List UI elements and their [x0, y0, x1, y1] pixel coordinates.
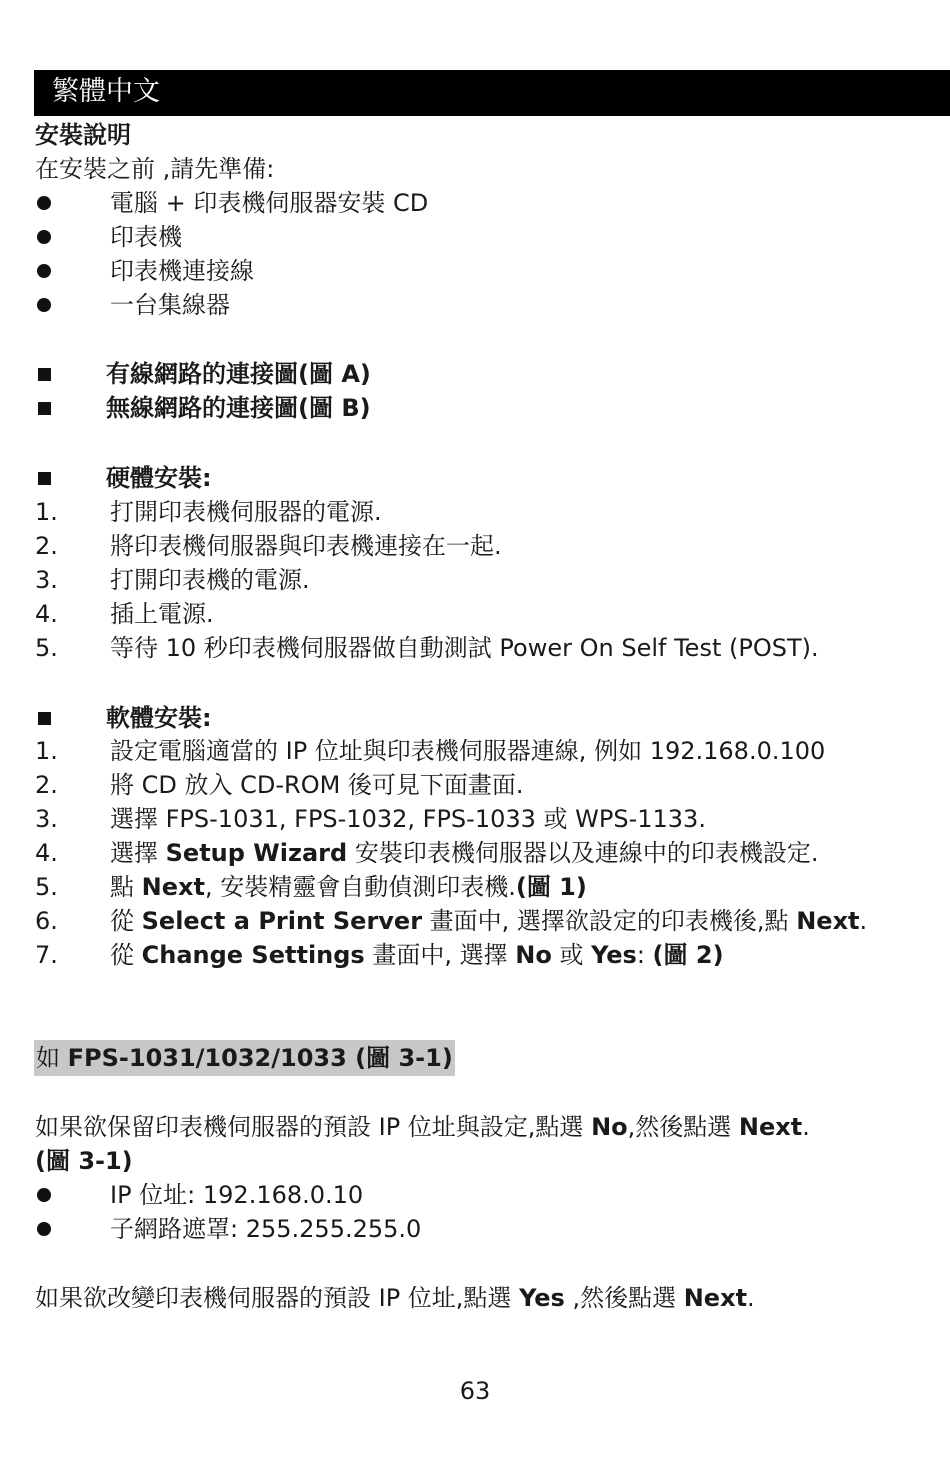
step-text: 將 CD 放入 CD-ROM 後可見下面畫面. — [110, 771, 524, 799]
step-text: 等待 10 秒印表機伺服器做自動測試 Power On Self Test (POST). — [110, 634, 819, 662]
step-number: 6. — [35, 907, 58, 935]
step-text: 將印表機伺服器與印表機連接在一起. — [110, 532, 502, 560]
square-bullet-icon — [38, 712, 51, 725]
install-intro: 在安裝之前 ,請先準備: — [35, 155, 275, 183]
bullet-icon — [37, 1188, 51, 1202]
bullet-icon — [37, 196, 51, 210]
step-number: 1. — [35, 498, 58, 526]
diagram-wired: 有線網路的連接圖(圖 A) — [106, 360, 371, 388]
keep-text: 如果欲保留印表機伺服器的預設 IP 位址與設定,點選 No,然後點選 Next. — [35, 1113, 810, 1141]
square-bullet-icon — [38, 472, 51, 485]
list-item: 電腦 + 印表機伺服器安裝 CD — [110, 189, 429, 217]
change-ip-paragraph: 如果欲改變印表機伺服器的預設 IP 位址,點選 Yes ,然後點選 Next. — [35, 1284, 755, 1312]
step-number: 4. — [35, 600, 58, 628]
step-text: 選擇 Setup Wizard 安裝印表機伺服器以及連線中的印表機設定. — [110, 839, 819, 867]
step-number: 3. — [35, 805, 58, 833]
step-number: 2. — [35, 771, 58, 799]
square-bullet-icon — [38, 368, 51, 381]
list-item: IP 位址: 192.168.0.10 — [110, 1181, 364, 1209]
install-heading: 安裝說明 — [35, 121, 131, 149]
section-heading — [34, 1040, 455, 1076]
list-item: 子網路遮罩: 255.255.255.0 — [110, 1215, 422, 1243]
step-number: 7. — [35, 941, 58, 969]
step-number: 5. — [35, 873, 58, 901]
step-number: 3. — [35, 566, 58, 594]
bullet-icon — [37, 264, 51, 278]
language-title: 繁體中文 — [52, 76, 160, 107]
bullet-icon — [37, 1222, 51, 1236]
section-prefix: 如 — [36, 1044, 68, 1072]
step-text: 選擇 FPS-1031, FPS-1032, FPS-1033 或 WPS-1133. — [110, 805, 706, 833]
bullet-icon — [37, 298, 51, 312]
keep-figure-ref: (圖 3-1) — [35, 1147, 133, 1175]
software-heading: 軟體安裝: — [106, 704, 212, 732]
step-text: 打開印表機的電源. — [110, 566, 310, 594]
list-item: 印表機 — [110, 223, 182, 251]
page-number: 63 — [459, 1377, 491, 1405]
step-text: 插上電源. — [110, 600, 214, 628]
diagram-wireless: 無線網路的連接圖(圖 B) — [106, 394, 371, 422]
language-header — [34, 70, 950, 116]
bullet-icon — [37, 230, 51, 244]
step-number: 2. — [35, 532, 58, 560]
step-text: 點 Next, 安裝精靈會自動偵測印表機.(圖 1) — [110, 873, 587, 901]
list-item: 一台集線器 — [110, 291, 230, 319]
section-title: FPS-1031/1032/1033 (圖 3-1) — [67, 1044, 453, 1072]
hardware-heading: 硬體安裝: — [106, 464, 212, 492]
step-text: 從 Select a Print Server 畫面中, 選擇欲設定的印表機後,點 Next. — [110, 907, 868, 935]
step-number: 4. — [35, 839, 58, 867]
step-number: 1. — [35, 737, 58, 765]
step-number: 5. — [35, 634, 58, 662]
step-text: 打開印表機伺服器的電源. — [110, 498, 382, 526]
step-text: 從 Change Settings 畫面中, 選擇 No 或 Yes: (圖 2) — [110, 941, 724, 969]
square-bullet-icon — [38, 402, 51, 415]
list-item: 印表機連接線 — [110, 257, 254, 285]
step-text: 設定電腦適當的 IP 位址與印表機伺服器連線, 例如 192.168.0.100 — [110, 737, 826, 765]
